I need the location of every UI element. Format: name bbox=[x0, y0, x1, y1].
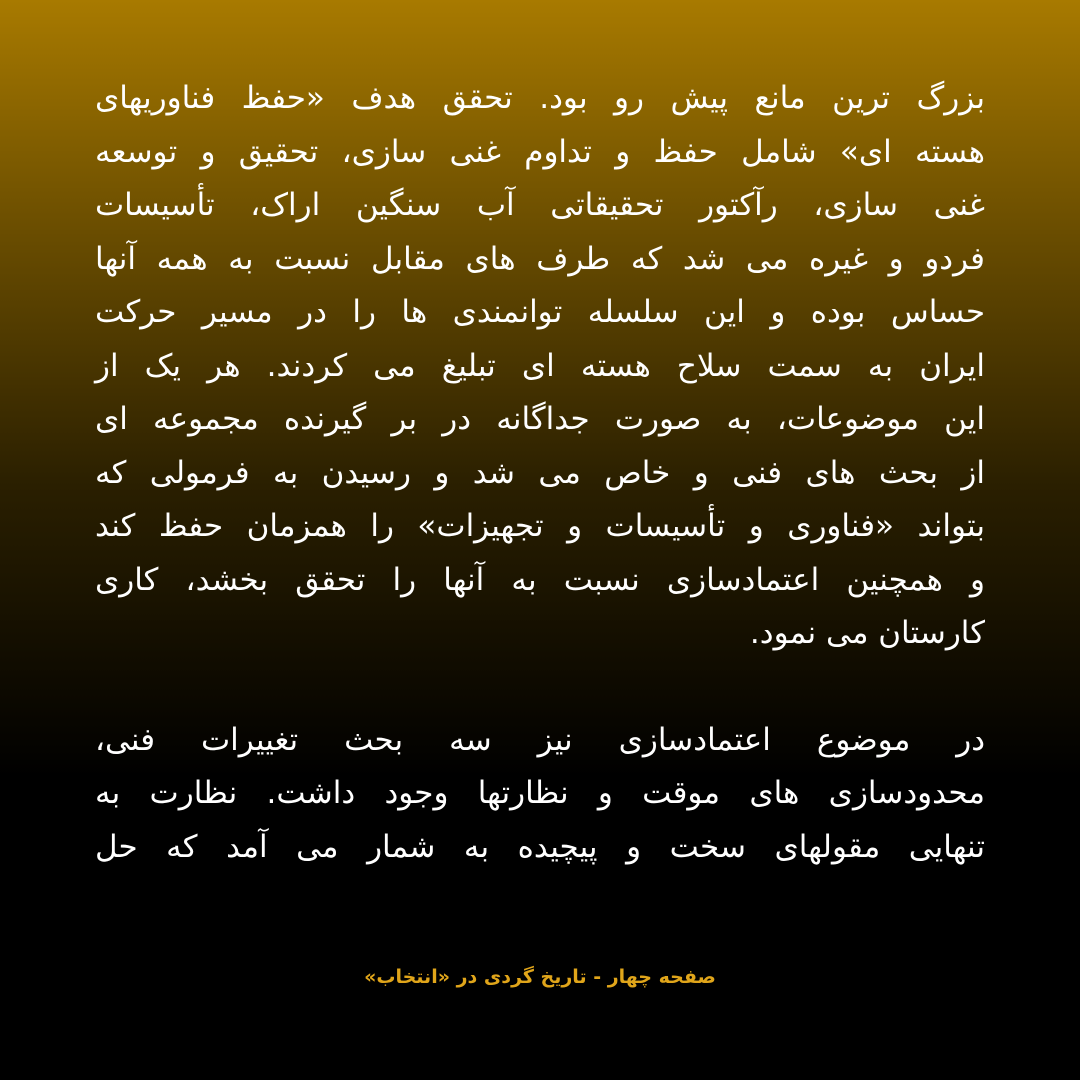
text-line: و همچنین اعتمادسازی نسبت به آنها را تحقق بخشد، کاری bbox=[95, 561, 985, 598]
text-line: از بحث های فنی و خاص می شد و رسیدن به فرمولی که bbox=[95, 454, 985, 491]
text-line: تنهایی مقولهای سخت و پیچیده به شمار می آمد که حل bbox=[95, 828, 985, 865]
text-line: این موضوعات، به صورت جداگانه در بر گیرنده مجموعه ای bbox=[95, 401, 985, 437]
text-line: غنی سازی، رآکتور تحقیقاتی آب سنگین اراک، تأسیسات bbox=[95, 187, 985, 223]
text-line: فردو و غیره می شد که طرف های مقابل نسبت به همه آنها bbox=[95, 240, 985, 277]
paragraph-2 bbox=[95, 714, 985, 875]
text-line: محدودسازی های موقت و نظارتها وجود داشت. نظارت به bbox=[95, 775, 985, 811]
paragraph-gap bbox=[95, 661, 985, 714]
article-body bbox=[95, 72, 985, 874]
text-line: حساس بوده و این سلسله توانمندی ها را در مسیر حرکت bbox=[95, 294, 985, 330]
text-line: کارستان می نمود. bbox=[749, 615, 985, 651]
text-line: بتواند «فناوری و تأسیسات و تجهیزات» را همزمان حفظ کند bbox=[95, 508, 985, 544]
page-footer: صفحه چهار - تاریخ گردی در «انتخاب» bbox=[364, 966, 716, 988]
text-line: در موضوع اعتمادسازی نیز سه بحث تغییرات فنی، bbox=[95, 721, 985, 758]
text-line: ایران به سمت سلاح هسته ای تبلیغ می کردند. هر یک از bbox=[95, 347, 985, 384]
text-line: هسته ای» شامل حفظ و تداوم غنی سازی، تحقیق و توسعه bbox=[95, 133, 985, 170]
text-line: بزرگ ترین مانع پیش رو بود. تحقق هدف «حفظ فناوریهای bbox=[95, 80, 985, 116]
paragraph-1 bbox=[95, 72, 985, 661]
